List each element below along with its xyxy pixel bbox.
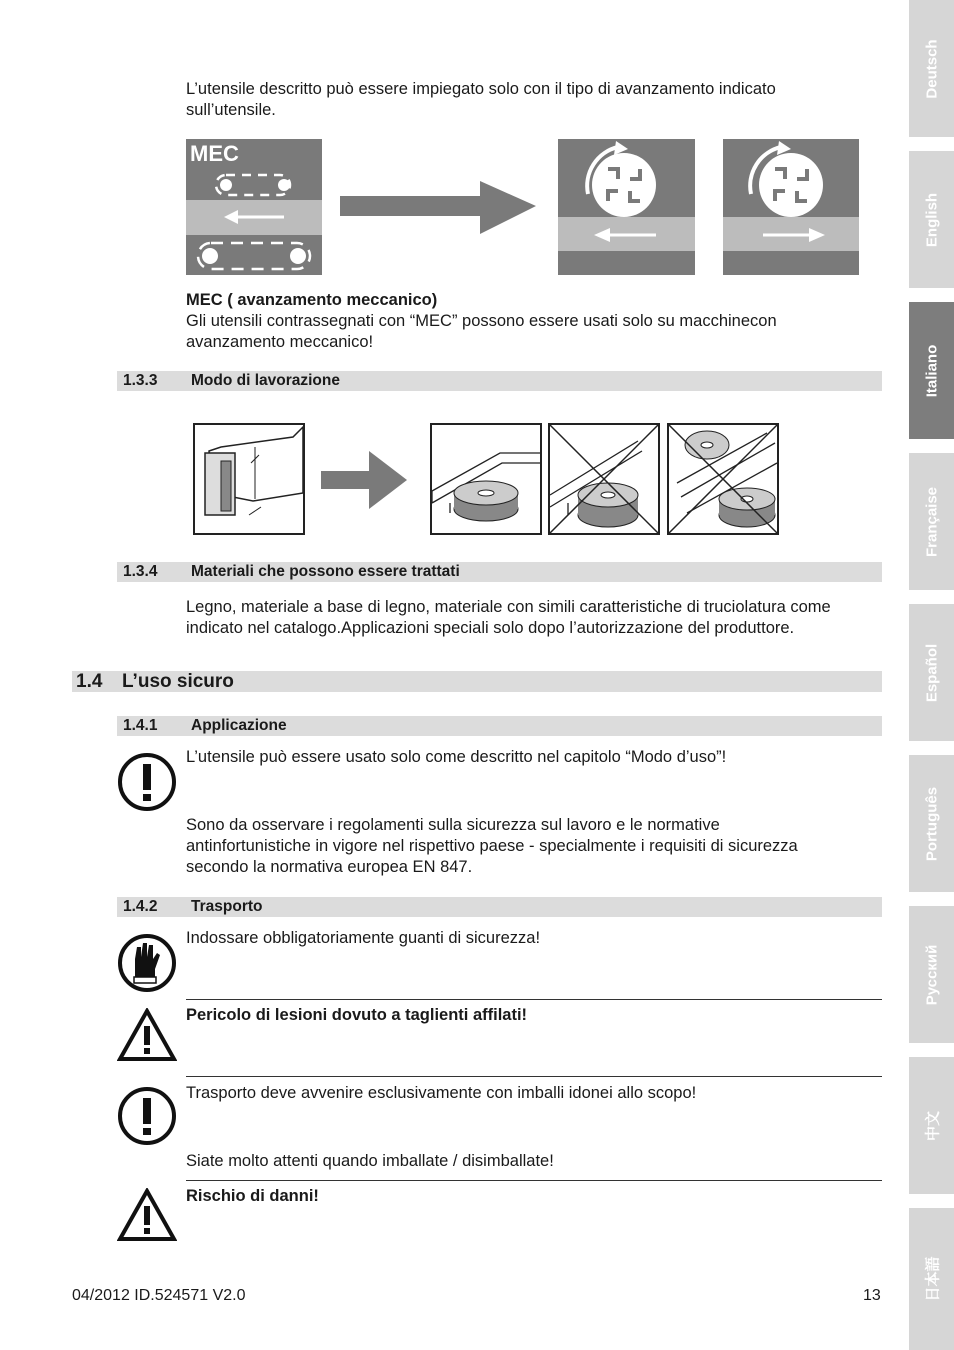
section-title: Materiali che possono essere trattati [191,563,460,580]
tab-label: Русский [923,944,940,1005]
mec-text: Gli utensili contrassegnati con “MEC” possono essere usati solo su macchinecon avanzamento meccanico! [186,312,777,351]
mec-title: MEC ( avanzamento meccanico) [186,291,438,309]
tab-russian[interactable] [909,906,954,1043]
mec-label: MEC [190,141,239,166]
materials-text: Legno, materiale a base di legno, materiale con simili caratteristiche di truciolatura come indicato nel catalogo.Applicazioni speciali solo dopo l’autorizzazione del produttore. [186,598,831,637]
divider [186,1076,882,1077]
section-bar-1-4-1 [117,716,882,736]
section-title: L’uso sicuro [122,671,234,692]
tab-label: Française [923,486,940,557]
gloves-text: Indossare obbligatoriamente guanti di sicurezza! [186,929,541,947]
tab-label: English [923,192,940,247]
section-number: 1.3.4 [123,563,158,580]
tab-francaise[interactable] [909,453,954,590]
section-number: 1.4 [76,671,103,692]
transport-text: Trasporto deve avvenire esclusivamente con imballi idonei allo scopo! [186,1084,697,1102]
page-number: 13 [863,1287,881,1304]
careful-text: Siate molto attenti quando imballate / disimballate! [186,1152,554,1170]
tab-english[interactable] [909,151,954,288]
exclamation-circle-icon [117,1086,177,1146]
section-title: Trasporto [191,898,263,915]
divider [186,1180,882,1181]
section-number: 1.3.3 [123,372,158,389]
section-bar-1-3-3 [117,371,882,391]
section-bar-1-4 [72,671,882,692]
section-bar-1-3-4 [117,562,882,582]
warning-triangle-icon [117,1188,177,1242]
section-number: 1.4.1 [123,717,158,734]
tab-italiano[interactable] [909,302,954,439]
gloves-icon [117,933,177,993]
tab-chinese[interactable] [909,1057,954,1194]
section-bar-1-4-2 [117,897,882,917]
mec-feed-diagram [186,139,859,275]
intro-text: L’utensile descritto può essere impiegato solo con il tipo di avanzamento indicato sull’utensile. [186,80,776,119]
tab-label: Español [923,643,940,702]
tab-label: Deutsch [923,38,940,99]
footer-doc-id: 04/2012 ID.524571 V2.0 [72,1287,246,1304]
application-text-2: Sono da osservare i regolamenti sulla sicurezza sul lavoro e le normative antinfortunistiche in vigore nel rispettivo paese - specialmente i requisiti di sicurezza secondo la normativa europea EN 847. [186,816,798,876]
tab-label: 中文 [924,1110,941,1141]
warning-triangle-icon [117,1008,177,1062]
tab-label: 日本語 [924,1256,941,1302]
tab-portugues[interactable] [909,755,954,892]
tab-deutsch[interactable] [909,0,954,137]
machining-mode-diagram [193,423,779,535]
danger-text-1: Pericolo di lesioni dovuto a taglienti affilati! [186,1006,528,1024]
section-title: Modo di lavorazione [191,372,340,389]
danger-text-2: Rischio di danni! [186,1187,319,1205]
divider [186,999,882,1000]
exclamation-circle-icon [117,752,177,812]
tab-espanol[interactable] [909,604,954,741]
tab-label: Português [923,786,940,861]
section-number: 1.4.2 [123,898,158,915]
tab-label: Italiano [923,344,940,397]
tab-japanese[interactable] [909,1208,954,1350]
application-text-1: L’utensile può essere usato solo come descritto nel capitolo “Modo d’uso”! [186,748,727,766]
section-title: Applicazione [191,717,287,734]
